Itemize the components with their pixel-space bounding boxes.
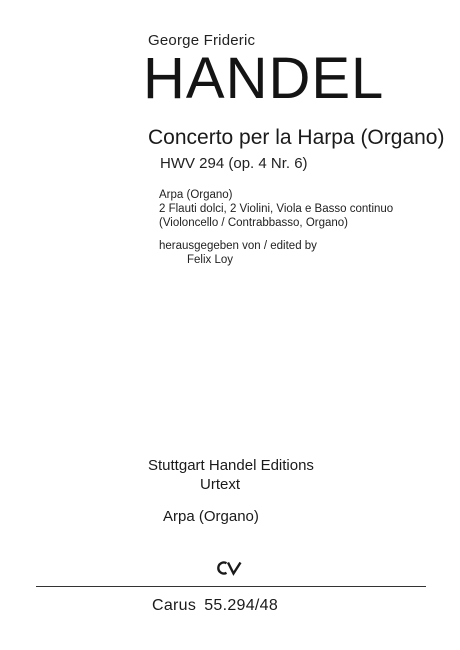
catalog-number: 55.294/48 [204, 597, 279, 614]
instrumentation-line: Arpa (Organo) [159, 189, 233, 201]
part-name: Arpa (Organo) [163, 508, 259, 525]
publisher-name: Carus [152, 597, 197, 614]
instrumentation-line: (Violoncello / Contrabbasso, Organo) [159, 217, 349, 229]
catalog-designation: HWV 294 (op. 4 Nr. 6) [160, 155, 308, 172]
composer-last-name: HANDEL [143, 46, 385, 111]
series-block [148, 456, 448, 494]
carus-cv-logo-icon [216, 560, 244, 576]
work-title: Concerto per la Harpa (Organo) [148, 126, 445, 149]
editor-label: herausgegeben von / edited by [159, 240, 317, 252]
editor-credit [159, 239, 459, 267]
instrumentation-line: 2 Flauti dolci, 2 Violini, Viola e Basso continuo [159, 203, 394, 215]
publisher-catalog-number [152, 597, 278, 615]
series-name: Stuttgart Handel Editions [148, 457, 314, 474]
instrumentation [159, 188, 459, 230]
composer-first-name: George Frideric [148, 32, 256, 49]
editor-name: Felix Loy [187, 254, 234, 266]
footer-divider [36, 586, 426, 587]
urtext-label: Urtext [200, 476, 241, 493]
